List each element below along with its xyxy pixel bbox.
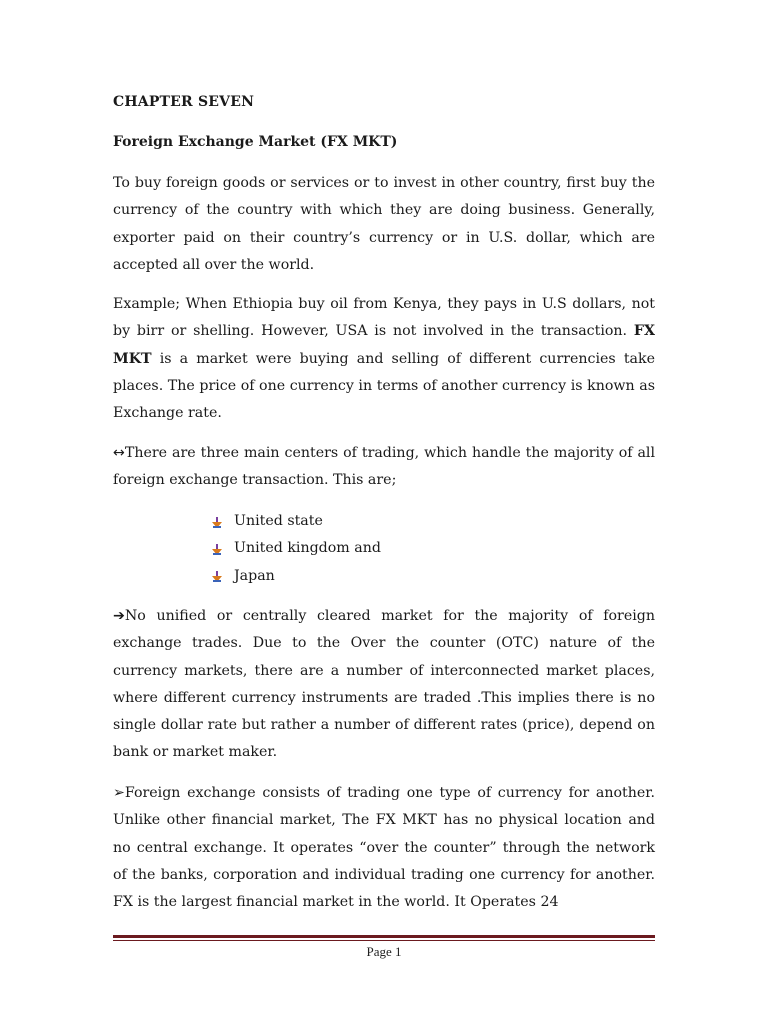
list-item <box>211 563 381 590</box>
paragraph-example <box>113 291 655 427</box>
trading-centers-list <box>211 508 381 590</box>
paragraph-otc-text: No unified or centrally cleared market for the majority of foreign exchange trades. Due to the Over the counter (OTC) nature of the currency markets, there are a number of interconnected market places, where different currency instruments are traded .This implies there is no single dollar rate but rather a number of different rates (price), depend on bank or market maker. <box>113 608 655 761</box>
paragraph-example-text-b: is a market were buying and selling of different currencies take places. The price of one currency in terms of another currency is known as Exchange rate. <box>113 350 655 422</box>
list-item-label: Japan <box>234 567 275 584</box>
right-arrow-icon: ➔ <box>113 608 125 624</box>
arrow-down-icon <box>211 571 223 583</box>
page-number: Page 1 <box>366 944 402 959</box>
list-item <box>211 508 381 535</box>
paragraph-intro: To buy foreign goods or services or to invest in other country, first buy the currency of the country with which they are doing business. Generally, exporter paid on their country’s currency or in U.S. dollar, which are accepted all over the world. <box>113 175 655 273</box>
paragraph-fx-definition <box>113 780 655 916</box>
paragraph-centers <box>113 440 655 495</box>
chapter-heading: CHAPTER SEVEN <box>113 94 255 110</box>
footer-divider-thin <box>113 940 655 941</box>
paragraph-example-text-a: Example; When Ethiopia buy oil from Kenya, they pays in U.S dollars, not by birr or shelling. However, USA is not involved in the transaction. <box>113 296 655 340</box>
section-title: Foreign Exchange Market (FX MKT) <box>113 134 398 150</box>
paragraph-fx-definition-text: Foreign exchange consists of trading one type of currency for another. Unlike other financial market, The FX MKT has no physical location and no central exchange. It operates “over the counter” through the network of the banks, corporation and individual trading one currency for another. FX is the largest financial market in the world. It Operates 24 <box>113 785 655 911</box>
paragraph-centers-text: There are three main centers of trading, which handle the majority of all foreign exchange transaction. This are; <box>113 445 655 489</box>
list-item-label: United state <box>234 513 323 529</box>
arrow-down-icon <box>211 517 223 529</box>
footer-divider <box>113 935 655 941</box>
arrow-down-icon <box>211 544 223 556</box>
list-item <box>211 535 381 562</box>
footer-divider-thick <box>113 935 655 938</box>
list-item-label: United kingdom and <box>234 540 381 557</box>
fx-mkt-term: FX MKT <box>113 323 655 367</box>
paragraph-otc <box>113 603 655 767</box>
left-right-arrow-icon: ↔ <box>113 445 125 461</box>
arrowhead-icon: ➢ <box>113 785 125 801</box>
